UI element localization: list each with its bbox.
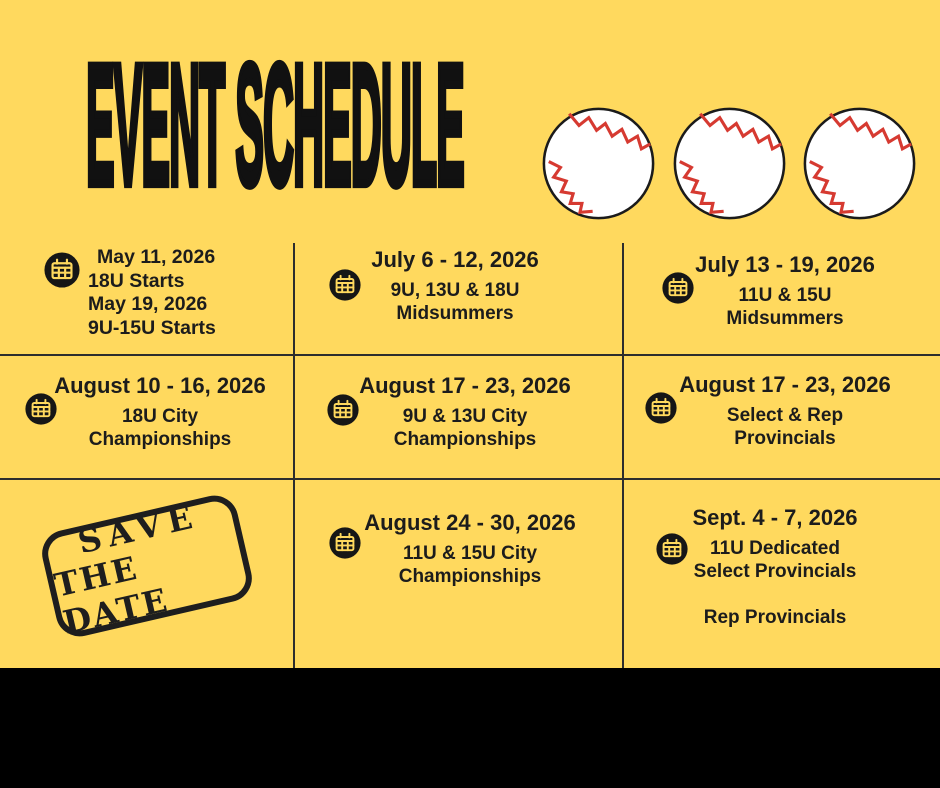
event-date: August 17 - 23, 2026: [359, 373, 571, 398]
spacer-line: [650, 583, 900, 606]
event-label: Midsummers: [726, 308, 844, 329]
event-date: July 6 - 12, 2026: [371, 247, 539, 272]
schedule-cell-july-midsummers-2: [655, 252, 915, 330]
event-label: Midsummers: [396, 303, 514, 324]
stamp-text: SAVE: [74, 496, 203, 562]
grid-horizontal-divider: [0, 354, 940, 356]
event-label: 18U Starts: [88, 269, 185, 292]
event-label: Select & Rep: [726, 405, 844, 426]
event-date: August 17 - 23, 2026: [679, 372, 891, 397]
schedule-cell-18u-city: [35, 373, 285, 451]
event-label: 9U-15U Starts: [88, 316, 216, 339]
event-date: May 11, 2026: [97, 246, 216, 268]
event-label: 11U & 15U: [738, 285, 832, 306]
event-label: Championships: [393, 429, 537, 450]
event-date: May 19, 2026: [88, 293, 208, 315]
event-label: 11U Dedicated: [710, 538, 840, 559]
stamp-text: THE DATE: [50, 548, 173, 642]
baseball-icon: [540, 105, 657, 222]
footer-bar: [0, 668, 940, 788]
schedule-cell-select-rep-provincials: [660, 372, 910, 450]
event-label: 9U & 13U City: [402, 406, 528, 427]
schedule-cell-july-midsummers-1: [330, 247, 580, 325]
event-date: August 24 - 30, 2026: [364, 510, 576, 535]
schedule-cell-9u-13u-city: [340, 373, 590, 451]
schedule-cell-may-starts: [88, 246, 258, 340]
event-date: August 10 - 16, 2026: [54, 373, 266, 398]
schedule-cell-11u-15u-city: [345, 510, 595, 588]
schedule-cell-september-provincials: [650, 505, 900, 629]
page-title: [84, 28, 504, 222]
calendar-icon: [44, 252, 80, 288]
event-label: Select Provincials: [693, 561, 857, 582]
event-label: 18U City: [121, 406, 199, 427]
event-label: Championships: [398, 566, 542, 587]
event-label: Provincials: [734, 428, 836, 449]
baseball-icon: [801, 105, 918, 222]
event-date: Sept. 4 - 7, 2026: [692, 505, 858, 530]
event-label: 11U & 15U City: [402, 543, 538, 564]
grid-vertical-divider: [293, 243, 295, 668]
page-title-text: EVENT SCHEDULE: [86, 28, 464, 222]
grid-vertical-divider: [622, 243, 624, 668]
baseball-icon: [671, 105, 788, 222]
event-label: 9U, 13U & 18U: [390, 280, 520, 301]
save-the-date-stamp: [37, 491, 256, 641]
event-label: Championships: [88, 429, 232, 450]
event-date: July 13 - 19, 2026: [695, 252, 875, 277]
event-label: Rep Provincials: [703, 607, 847, 628]
grid-horizontal-divider: [0, 478, 940, 480]
